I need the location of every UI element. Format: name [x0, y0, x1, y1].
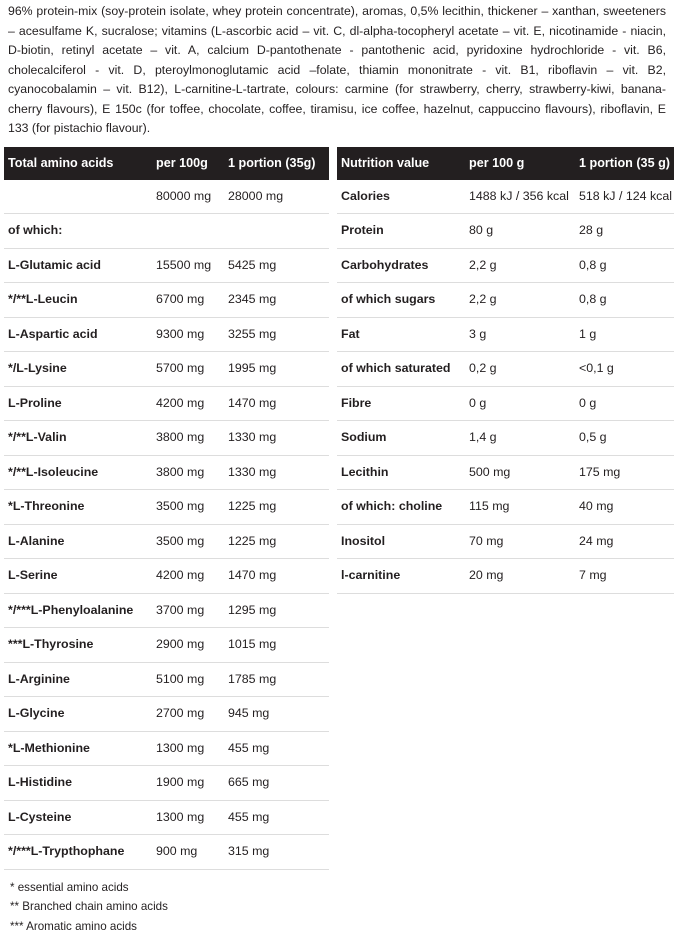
row-label: Carbohydrates: [337, 248, 465, 283]
amino-header-name: Total amino acids: [4, 147, 152, 180]
row-label: *L-Methionine: [4, 731, 152, 766]
table-row: [337, 248, 674, 283]
row-label: */**L-Leucin: [4, 283, 152, 318]
table-header-row: [4, 147, 329, 180]
table-row: [4, 835, 329, 870]
row-portion: 1015 mg: [224, 628, 329, 663]
amino-header-per100: per 100g: [152, 147, 224, 180]
row-per100: 1900 mg: [152, 766, 224, 801]
amino-table-body: [4, 180, 329, 870]
row-label: [4, 180, 152, 214]
row-label: of which sugars: [337, 283, 465, 318]
footnote-essential: * essential amino acids: [10, 880, 129, 894]
row-portion: 1785 mg: [224, 662, 329, 697]
table-row: [4, 352, 329, 387]
row-portion: 0,8 g: [575, 248, 674, 283]
row-per100: 0,2 g: [465, 352, 575, 387]
row-label: Inositol: [337, 524, 465, 559]
row-label: Lecithin: [337, 455, 465, 490]
table-row: [4, 628, 329, 663]
row-label: *L-Threonine: [4, 490, 152, 525]
row-portion: 455 mg: [224, 731, 329, 766]
nutrition-header-per100: per 100 g: [465, 147, 575, 180]
row-per100: 3 g: [465, 317, 575, 352]
nutrition-table: [337, 147, 674, 594]
table-row: [4, 697, 329, 732]
table-row: [337, 352, 674, 387]
row-per100: 4200 mg: [152, 386, 224, 421]
row-label: L-Cysteine: [4, 800, 152, 835]
nutrition-table-body: [337, 180, 674, 594]
row-per100: 6700 mg: [152, 283, 224, 318]
table-row: [4, 214, 329, 249]
table-row: [337, 421, 674, 456]
nutrition-table-wrapper: [337, 147, 674, 594]
row-portion: 1995 mg: [224, 352, 329, 387]
row-label: Calories: [337, 180, 465, 214]
row-per100: 4200 mg: [152, 559, 224, 594]
row-label: L-Proline: [4, 386, 152, 421]
footnote-bcaa: ** Branched chain amino acids: [10, 900, 168, 914]
row-portion: 1470 mg: [224, 386, 329, 421]
table-row: [337, 317, 674, 352]
table-row: [4, 731, 329, 766]
row-label: L-Glycine: [4, 697, 152, 732]
table-row: [4, 317, 329, 352]
row-portion: 455 mg: [224, 800, 329, 835]
amino-acids-table-wrapper: [4, 147, 329, 870]
row-label: */***L-Phenyloalanine: [4, 593, 152, 628]
row-per100: 70 mg: [465, 524, 575, 559]
row-per100: 3800 mg: [152, 421, 224, 456]
row-per100: [152, 214, 224, 249]
row-per100: 1488 kJ / 356 kcal: [465, 180, 575, 214]
row-portion: 1225 mg: [224, 524, 329, 559]
row-label: l-carnitine: [337, 559, 465, 594]
table-row: [4, 559, 329, 594]
row-portion: 28000 mg: [224, 180, 329, 214]
row-label: L-Serine: [4, 559, 152, 594]
table-row: [4, 283, 329, 318]
row-label: */**L-Valin: [4, 421, 152, 456]
row-portion: 1470 mg: [224, 559, 329, 594]
row-per100: 2700 mg: [152, 697, 224, 732]
row-portion: 1330 mg: [224, 421, 329, 456]
row-portion: 945 mg: [224, 697, 329, 732]
row-portion: [224, 214, 329, 249]
row-label: Fat: [337, 317, 465, 352]
table-row: [4, 800, 329, 835]
row-label: of which:: [4, 214, 152, 249]
row-per100: 3700 mg: [152, 593, 224, 628]
nutrition-header-name: Nutrition value: [337, 147, 465, 180]
row-portion: 7 mg: [575, 559, 674, 594]
nutrition-header-portion: 1 portion (35 g): [575, 147, 674, 180]
row-portion: 28 g: [575, 214, 674, 249]
table-row: [4, 524, 329, 559]
table-row: [337, 490, 674, 525]
table-row: [4, 455, 329, 490]
tables-container: [4, 147, 670, 870]
table-row: [337, 559, 674, 594]
table-row: [337, 214, 674, 249]
row-label: */**L-Isoleucine: [4, 455, 152, 490]
row-label: Protein: [337, 214, 465, 249]
table-row: [4, 386, 329, 421]
row-per100: 1300 mg: [152, 731, 224, 766]
row-portion: 3255 mg: [224, 317, 329, 352]
footnotes: [4, 870, 670, 936]
row-portion: 24 mg: [575, 524, 674, 559]
row-per100: 3800 mg: [152, 455, 224, 490]
row-per100: 20 mg: [465, 559, 575, 594]
row-per100: 2,2 g: [465, 248, 575, 283]
row-per100: 0 g: [465, 386, 575, 421]
row-label: Sodium: [337, 421, 465, 456]
row-portion: 2345 mg: [224, 283, 329, 318]
row-label: L-Glutamic acid: [4, 248, 152, 283]
table-row: [4, 662, 329, 697]
table-row: [337, 524, 674, 559]
row-per100: 1300 mg: [152, 800, 224, 835]
row-portion: <0,1 g: [575, 352, 674, 387]
row-portion: 1 g: [575, 317, 674, 352]
row-per100: 5700 mg: [152, 352, 224, 387]
row-label: ***L-Thyrosine: [4, 628, 152, 663]
amino-header-portion: 1 portion (35g): [224, 147, 329, 180]
row-portion: 1330 mg: [224, 455, 329, 490]
row-label: Fibre: [337, 386, 465, 421]
table-row: [4, 180, 329, 214]
row-portion: 315 mg: [224, 835, 329, 870]
row-per100: 2900 mg: [152, 628, 224, 663]
row-per100: 3500 mg: [152, 490, 224, 525]
row-label: of which saturated: [337, 352, 465, 387]
row-portion: 665 mg: [224, 766, 329, 801]
row-per100: 80000 mg: [152, 180, 224, 214]
table-header-row: [337, 147, 674, 180]
row-per100: 500 mg: [465, 455, 575, 490]
table-row: [337, 180, 674, 214]
row-label: L-Alanine: [4, 524, 152, 559]
amino-acids-table: [4, 147, 329, 870]
table-row: [337, 283, 674, 318]
row-per100: 1,4 g: [465, 421, 575, 456]
row-portion: 1295 mg: [224, 593, 329, 628]
row-label: L-Arginine: [4, 662, 152, 697]
row-portion: 518 kJ / 124 kcal: [575, 180, 674, 214]
row-portion: 0,5 g: [575, 421, 674, 456]
row-per100: 115 mg: [465, 490, 575, 525]
row-portion: 0,8 g: [575, 283, 674, 318]
table-row: [4, 421, 329, 456]
row-portion: 40 mg: [575, 490, 674, 525]
row-label: of which: choline: [337, 490, 465, 525]
row-per100: 2,2 g: [465, 283, 575, 318]
row-per100: 80 g: [465, 214, 575, 249]
table-row: [4, 766, 329, 801]
table-row: [337, 455, 674, 490]
table-row: [4, 490, 329, 525]
row-per100: 900 mg: [152, 835, 224, 870]
row-per100: 15500 mg: [152, 248, 224, 283]
row-label: L-Aspartic acid: [4, 317, 152, 352]
table-row: [4, 248, 329, 283]
row-portion: 0 g: [575, 386, 674, 421]
ingredients-paragraph: 96% protein-mix (soy-protein isolate, whey protein concentrate), aromas, 0,5% lecithin, thickener – xanthan, sweeteners – acesulfame K, sucralose; vitamins (L-ascorbic acid – vit. C, dl-alpha-tocopheryl acetate – vit. E, nicotinamide - niacin, D-biotin, retinyl acetate – vit. A, calcium D-pantothenate - pantothenic acid, pyridoxine hydrochloride - vit. B6, cholecalciferol - vit. D, pteroylmonoglutamic acid –folate, thiamin mononitrate - vit. B1, riboflavin – vit. B2, cyanocobalamin – vit. B12), L-carnitine-L-tartrate, colours: carmine (for strawberry, cherry, strawberry-kiwi, banana-cherry flavours), E 150c (for toffee, chocolate, coffee, tiramisu, ice coffee, hazelnut, cappuccino flavours), riboflavin, E 133 (for pistachio flavour).: [8, 4, 666, 135]
row-label: */***L-Trypthophane: [4, 835, 152, 870]
row-per100: 5100 mg: [152, 662, 224, 697]
row-label: L-Histidine: [4, 766, 152, 801]
row-per100: 3500 mg: [152, 524, 224, 559]
row-portion: 175 mg: [575, 455, 674, 490]
row-portion: 1225 mg: [224, 490, 329, 525]
row-label: */L-Lysine: [4, 352, 152, 387]
row-per100: 9300 mg: [152, 317, 224, 352]
table-row: [337, 386, 674, 421]
footnote-aromatic: *** Aromatic amino acids: [10, 919, 137, 933]
table-row: [4, 593, 329, 628]
row-portion: 5425 mg: [224, 248, 329, 283]
